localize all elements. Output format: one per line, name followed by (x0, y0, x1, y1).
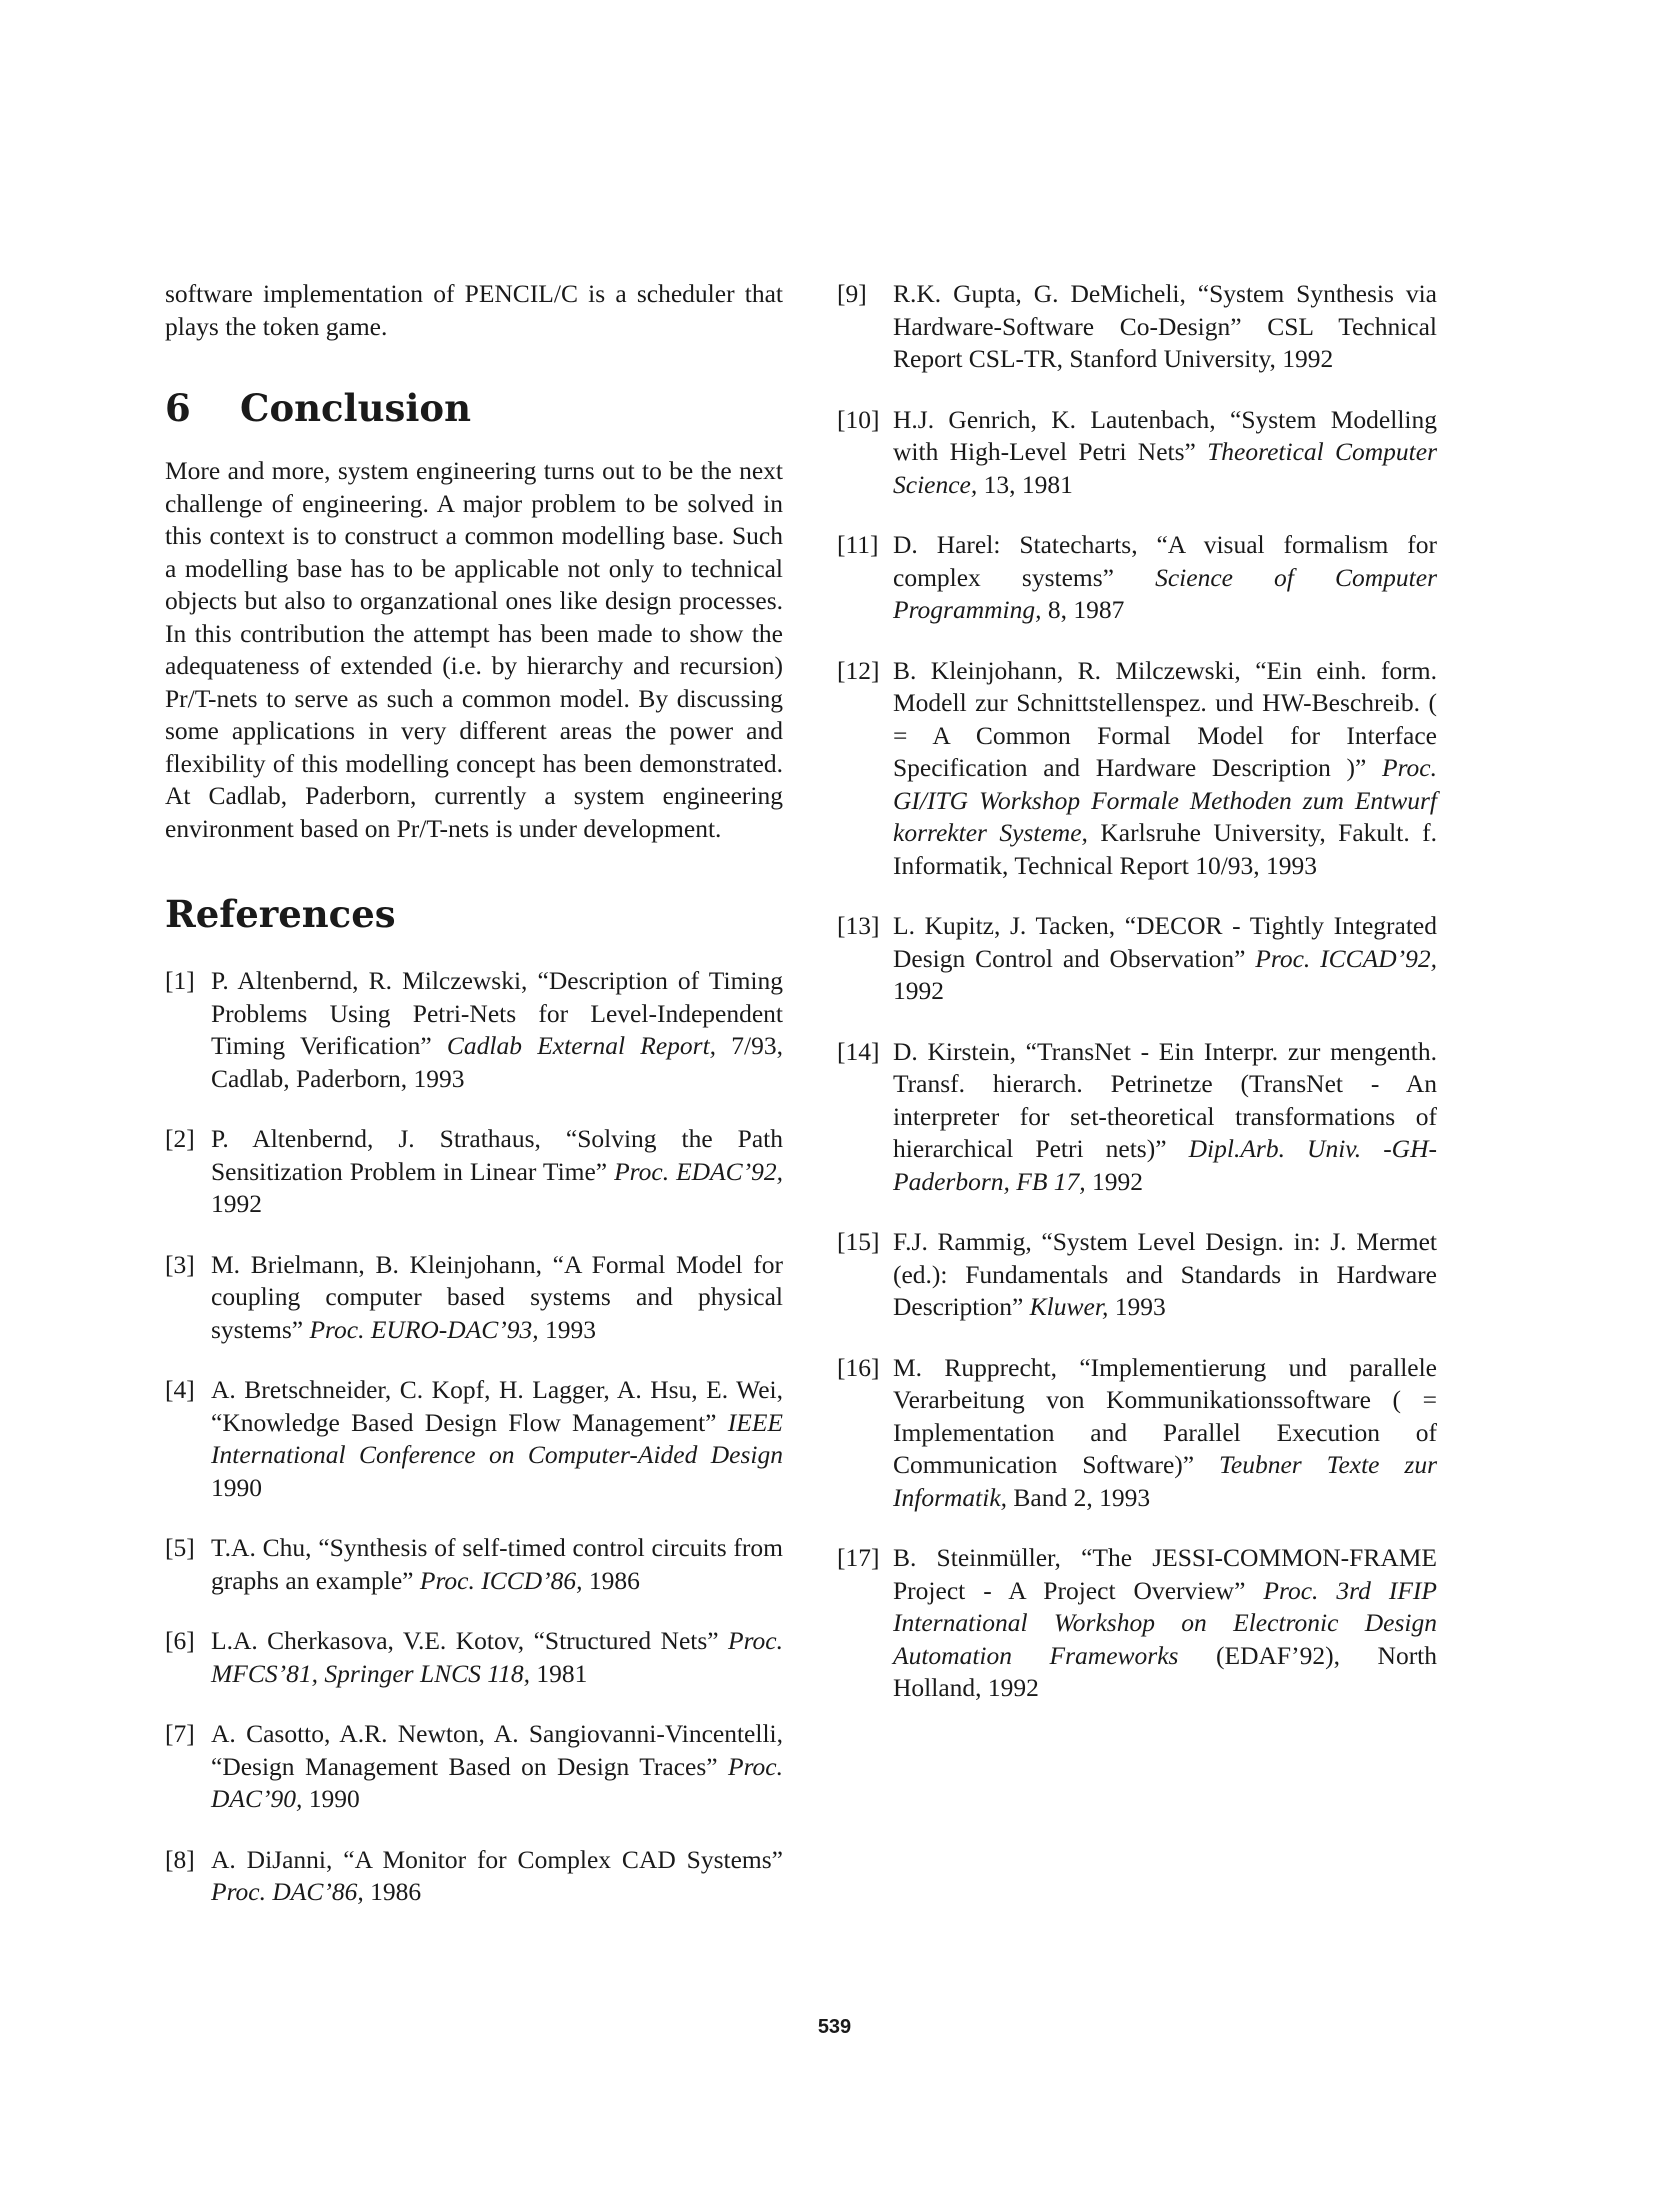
reference-item (165, 1718, 783, 1816)
reference-text: L. Kupitz, J. Tacken, “DECOR - Tightly Integrated Design Control and Observation” Proc. ICCAD’92, 1992 (893, 911, 1437, 1005)
reference-label: [5] (165, 1533, 195, 1562)
reference-item (165, 1249, 783, 1347)
reference-text: M. Brielmann, B. Kleinjohann, “A Formal Model for coupling computer based systems and physical systems” Proc. EURO-DAC’93, 1993 (211, 1249, 783, 1344)
right-column (837, 278, 1437, 1733)
reference-text: P. Altenbernd, R. Milczewski, “Description of Timing Problems Using Petri-Nets for Level-Independent Timing Verification” Cadlab External Report, 7/93, Cadlab, Paderborn, 1993 (211, 966, 783, 1093)
reference-item (165, 1374, 783, 1504)
section-title: Conclusion (240, 386, 471, 430)
reference-item (837, 1226, 1437, 1324)
intro-paragraph: software implementation of PENCIL/C is a scheduler that plays the token game. (165, 279, 783, 341)
reference-label: [1] (165, 966, 195, 995)
reference-label: [4] (165, 1375, 195, 1404)
reference-text: D. Kirstein, “TransNet - Ein Interpr. zur mengenth. Transf. hierarch. Petrinetze (TransNet - An interpreter for set-theoretical transformations of hierarchical Petri nets)” Dipl.Arb. Univ. -GH-Paderborn, FB 17, 1992 (893, 1036, 1438, 1196)
reference-text: M. Rupprecht, “Implementierung und parallele Verarbeitung von Kommunikationssoftware ( = Implementation and Parallel Execution of Communication Software)” Teubner Texte zur Informatik, Band 2, 1993 (893, 1352, 1437, 1512)
reference-item (837, 655, 1437, 883)
reference-text: T.A. Chu, “Synthesis of self-timed control circuits from graphs an example” Proc. ICCD’86, 1986 (211, 1533, 783, 1595)
reference-label: [7] (165, 1719, 195, 1748)
reference-label: [8] (165, 1844, 195, 1874)
reference-item (837, 404, 1437, 502)
reference-item (165, 1532, 783, 1597)
reference-label: [12] (837, 655, 880, 685)
reference-text: R.K. Gupta, G. DeMicheli, “System Synthesis via Hardware-Software Co-Design” CSL Technical Report CSL-TR, Stanford University, 1992 (893, 279, 1437, 373)
reference-item (837, 278, 1437, 376)
reference-label: [16] (837, 1352, 880, 1382)
section-number: 6 (165, 386, 191, 430)
reference-item (837, 1036, 1437, 1199)
reference-label: [11] (837, 530, 879, 559)
reference-item (837, 1542, 1437, 1705)
reference-item (165, 1123, 783, 1221)
left-column (165, 278, 783, 1937)
references-heading: References (165, 892, 396, 936)
reference-label: [14] (837, 1036, 880, 1066)
conclusion-paragraph: More and more, system engineering turns out to be the next challenge of engineering. A major problem to be solved in this context is to construct a common modelling base. Such a modelling base has to be applicable not only to technical objects but also to organzational ones like design processes. In this contribution the attempt has been made to show the adequateness of extended (i.e. by hierarchy and recursion) Pr/T-nets to serve as such a common model. By discussing some applications in very different areas the power and flexibility of this modelling concept has been demonstrated. At Cadlab, Paderborn, currently a system engineering environment based on Pr/T-nets is under development. (165, 456, 783, 843)
reference-item (165, 1625, 783, 1690)
reference-label: [13] (837, 911, 880, 940)
reference-label: [2] (165, 1124, 195, 1153)
reference-text: A. Bretschneider, C. Kopf, H. Lagger, A. Hsu, E. Wei, “Knowledge Based Design Flow Management” IEEE International Conference on Computer-Aided Design 1990 (211, 1375, 784, 1502)
reference-label: [17] (837, 1543, 880, 1572)
reference-text: B. Kleinjohann, R. Milczewski, “Ein einh. form. Modell zur Schnittstellenspez. und HW-Beschreib. ( = A Common Formal Model for Interface Specification and Hardware Description )” Proc. GI/ITG Workshop Formale Methoden zum Entwurf korrekter Systeme, Karlsruhe University, Fakult. f. Informatik, Technical Report 10/93, 1993 (893, 655, 1438, 880)
reference-text: P. Altenbernd, J. Strathaus, “Solving the Path Sensitization Problem in Linear Time” Proc. EDAC’92, 1992 (211, 1124, 784, 1218)
reference-item (837, 910, 1437, 1008)
reference-label: [3] (165, 1249, 195, 1279)
reference-item (837, 1352, 1437, 1515)
reference-label: [10] (837, 404, 880, 434)
reference-label: [9] (837, 279, 867, 308)
reference-text: A. Casotto, A.R. Newton, A. Sangiovanni-Vincentelli, “Design Management Based on Design Traces” Proc. DAC’90, 1990 (211, 1719, 783, 1813)
reference-text: L.A. Cherkasova, V.E. Kotov, “Structured Nets” Proc. MFCS’81, Springer LNCS 118, 1981 (211, 1626, 783, 1688)
reference-label: [6] (165, 1626, 195, 1655)
section-heading-conclusion (165, 385, 783, 431)
reference-item (165, 965, 783, 1095)
reference-item (165, 1844, 783, 1909)
reference-text: B. Steinmüller, “The JESSI-COMMON-FRAME Project - A Project Overview” Proc. 3rd IFIP International Workshop on Electronic Design Automation Frameworks (EDAF’92), North Holland, 1992 (893, 1543, 1438, 1702)
page-number: 539 (817, 2016, 852, 2038)
reference-text: F.J. Rammig, “System Level Design. in: J. Mermet (ed.): Fundamentals and Standards in Hardware Description” Kluwer, 1993 (893, 1227, 1437, 1321)
reference-text: D. Harel: Statecharts, “A visual formalism for complex systems” Science of Computer Programming, 8, 1987 (893, 530, 1437, 624)
reference-item (837, 529, 1437, 627)
reference-text: A. DiJanni, “A Monitor for Complex CAD Systems” Proc. DAC’86, 1986 (211, 1844, 783, 1906)
reference-label: [15] (837, 1227, 880, 1256)
reference-text: H.J. Genrich, K. Lautenbach, “System Modelling with High-Level Petri Nets” Theoretical Computer Science, 13, 1981 (893, 404, 1437, 499)
